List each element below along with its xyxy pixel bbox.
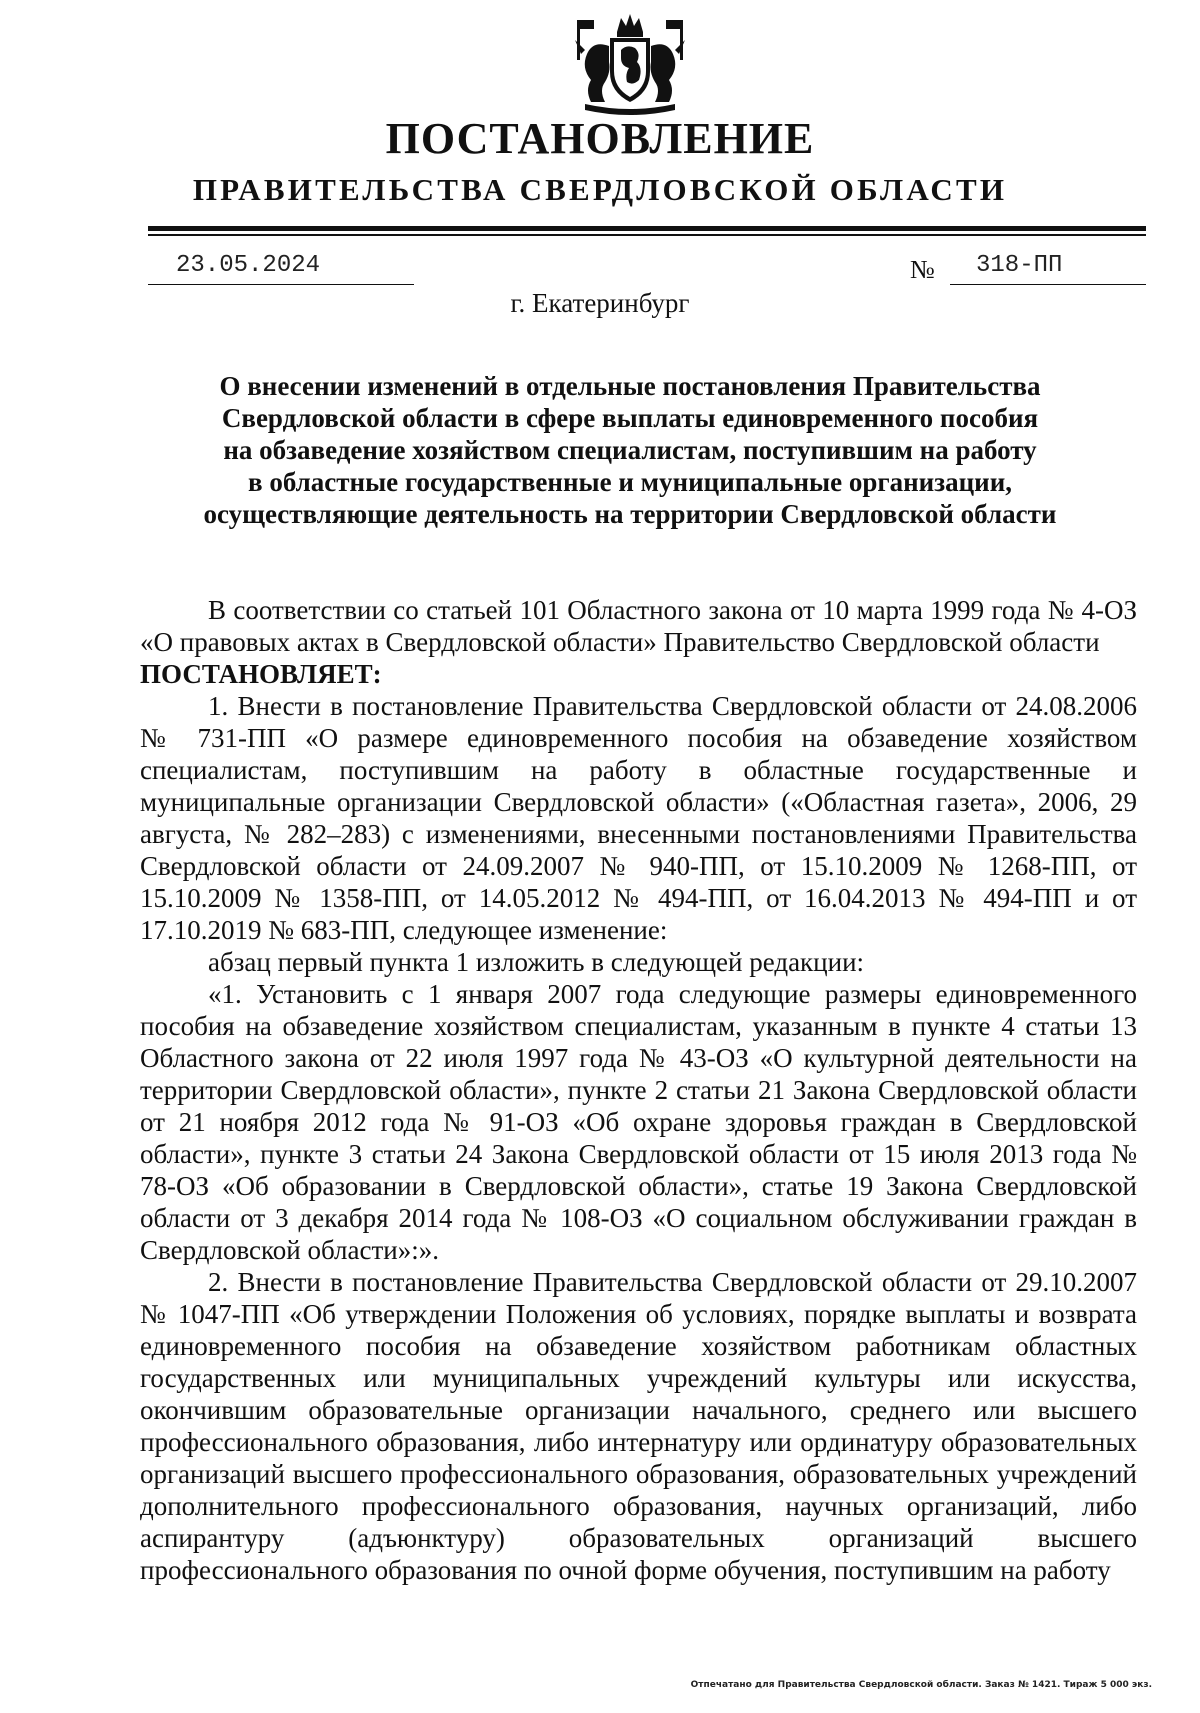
item-1-quote: «1. Установить с 1 января 2007 года следующие размеры единовременного пособия на обзаведение хозяйством специалистам, указанным в пункте 4 статьи 13 Областного закона от 22 июля 1997 года № 43-ОЗ «О культурной деятельности на территории Свердловской области», пункте 2 статьи 21 Закона Свердловской области от 21 ноября 2012 года № 91-ОЗ «Об охране здоровья граждан в Свердловской области», пункте 3 статьи 24 Закона Свердловской области от 15 июля 2013 года № 78-ОЗ «Об образовании в Свердловской области», статье 19 Закона Свердловской области от 3 декабря 2014 года № 108-ОЗ «О социальном обслуживании граждан в Свердловской области»:».: [140, 979, 1137, 1265]
item-2: 2. Внести в постановление Правительства Свердловской области от 29.10.2007 № 1047-ПП «Об утверждении Положения об условиях, порядке выплаты и возврата единовременного пособия на обзаведение хозяйством работникам областных государственных или муниципальных учреждений культуры или искусства, окончившим образовательные организации начального, среднего или высшего профессионального образования, либо интернатуру или ординатуру образовательных организаций высшего профессионального образования, образовательных учреждений дополнительного профессионального образования, научных организаций, либо аспирантуру (адъюнктуру) образовательных организаций высшего профессионального образования по очной форме обучения, поступившим на работу: [140, 1267, 1137, 1585]
document-title: ПОСТАНОВЛЕНИЕ: [385, 114, 815, 163]
city: г. Екатеринбург: [510, 288, 690, 318]
document-date: 23.05.2024: [176, 252, 321, 279]
date-field: [148, 250, 414, 285]
coat-of-arms-icon: [565, 10, 695, 120]
document-number: 318-ПП: [976, 252, 1063, 279]
print-note: Отпечатано для Правительства Свердловской области. Заказ № 1421. Тираж 5 000 экз.: [690, 1680, 1152, 1690]
item-1: 1. Внести в постановление Правительства Свердловской области от 24.08.2006 № 731-ПП «О размере единовременного пособия на обзаведение хозяйством специалистам, поступившим на работу в областные государственные и муниципальные организации Свердловской области» («Областная газета», 2006, 29 августа, № 282–283) с изменениями, внесенными постановлениями Правительства Свердловской области от 24.09.2007 № 940-ПП, от 15.10.2009 № 1268-ПП, от 15.10.2009 № 1358-ПП, от 14.05.2012 № 494-ПП, от 16.04.2013 № 494-ПП и от 17.10.2019 № 683-ПП, следующее изменение:: [140, 691, 1137, 945]
issuer-subtitle: ПРАВИТЕЛЬСТВА СВЕРДЛОВСКОЙ ОБЛАСТИ: [192, 172, 1008, 207]
header-divider-thick: [148, 226, 1146, 231]
heading-line: осуществляющие деятельность на территории Свердловской области: [203, 499, 1057, 529]
heading-line: О внесении изменений в отдельные постановления Правительства: [219, 371, 1041, 401]
number-label: №: [910, 255, 935, 284]
heading-line: Свердловской области в сфере выплаты единовременного пособия: [221, 403, 1039, 433]
item-1-instruction: абзац первый пункта 1 изложить в следующей редакции:: [208, 947, 865, 977]
heading-line: на обзаведение хозяйством специалистам, поступившим на работу: [223, 435, 1037, 465]
number-field: [950, 250, 1146, 285]
document-heading: [160, 370, 1100, 530]
decree-word: ПОСТАНОВЛЯЕТ:: [140, 659, 382, 689]
preamble: В соответствии со статьей 101 Областного закона от 10 марта 1999 года № 4-ОЗ «О правовых актах в Свердловской области» Правительство Свердловской области: [140, 595, 1137, 657]
heading-line: в областные государственные и муниципальные организации,: [247, 467, 1013, 497]
document-body: [140, 594, 1137, 1586]
header-divider-thin: [148, 234, 1146, 236]
